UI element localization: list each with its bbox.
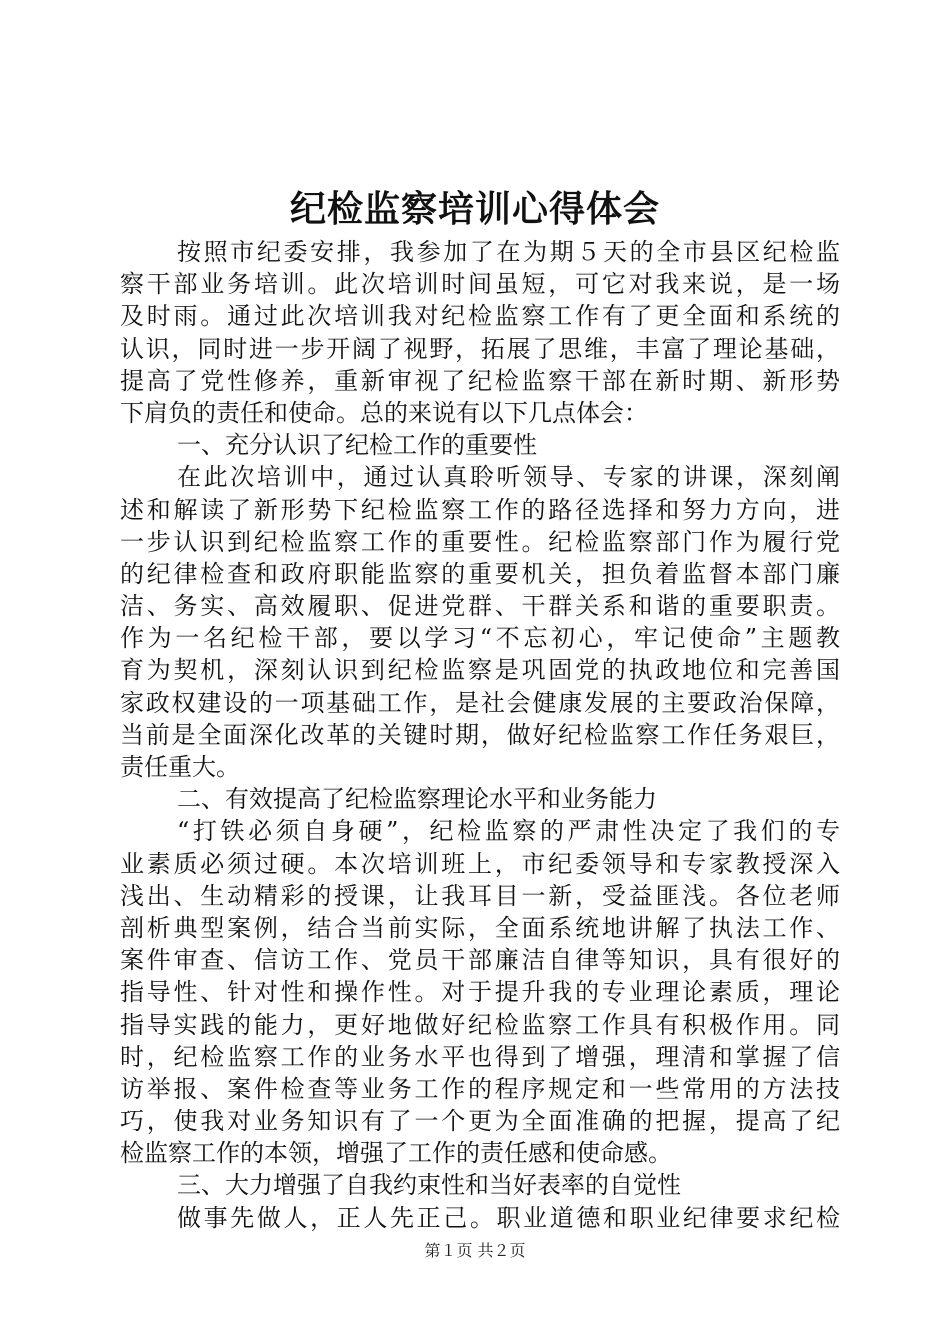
paragraph-line: 洁、务实、高效履职、促进党群、干群关系和谐的重要职责。 [120, 592, 840, 621]
paragraph-line: 时，纪检监察工作的业务水平也得到了增强，理清和掌握了信 [120, 1042, 840, 1071]
paragraph-line: 察干部业务培训。此次培训时间虽短，可它对我来说，是一场 [120, 270, 840, 299]
section-heading: 三、大力增强了自我约束性和当好表率的自觉性 [177, 1171, 681, 1200]
paragraph-line: 家政权建设的一项基础工作，是社会健康发展的主要政治保障， [120, 688, 840, 717]
paragraph-line: 检监察工作的本领，增强了工作的责任感和使命感。 [120, 1139, 672, 1168]
paragraph-line: 作为一名纪检干部，要以学习“不忘初心，牢记使命”主题教 [120, 624, 840, 653]
document-body [120, 236, 840, 1234]
paragraph-line: 述和解读了新形势下纪检监察工作的路径选择和努力方向，进 [120, 495, 840, 524]
paragraph-line: 浅出、生动精彩的授课，让我耳目一新，受益匪浅。各位老师 [120, 881, 840, 910]
paragraph-line: 责任重大。 [120, 753, 240, 781]
section-heading: 一、充分认识了纪检工作的重要性 [177, 431, 537, 460]
paragraph-line: 在此次培训中，通过认真聆听领导、专家的讲课，深刻阐 [177, 463, 840, 492]
paragraph-line: 业素质必须过硬。本次培训班上，市纪委领导和专家教授深入 [120, 849, 840, 878]
paragraph-line: 剖析典型案例，结合当前实际，全面系统地讲解了执法工作、 [120, 913, 840, 942]
paragraph-line: 一步认识到纪检监察工作的重要性。纪检监察部门作为履行党 [120, 527, 840, 556]
page-number: 第１页 共２页 [424, 1241, 526, 1260]
paragraph-line: “打铁必须自身硬”，纪检监察的严肃性决定了我们的专 [177, 817, 840, 846]
paragraph-line: 案件审查、信访工作、党员干部廉洁自律等知识，具有很好的 [120, 946, 840, 975]
paragraph-line: 按照市纪委安排，我参加了在为期５天的全市县区纪检监 [177, 238, 840, 266]
paragraph-line: 指导实践的能力，更好地做好纪检监察工作具有积极作用。同 [120, 1010, 840, 1039]
paragraph-line: 及时雨。通过此次培训我对纪检监察工作有了更全面和系统的 [120, 302, 840, 331]
paragraph-line: 巧，使我对业务知识有了一个更为全面准确的把握，提高了纪 [120, 1107, 840, 1136]
section-heading: 二、有效提高了纪检监察理论水平和业务能力 [177, 785, 657, 814]
paragraph-line: 指导性、针对性和操作性。对于提升我的专业理论素质，理论 [120, 978, 840, 1007]
paragraph-line: 下肩负的责任和使命。总的来说有以下几点体会： [120, 398, 648, 427]
paragraph-line: 访举报、案件检查等业务工作的程序规定和一些常用的方法技 [120, 1074, 840, 1103]
paragraph-line: 育为契机，深刻认识到纪检监察是巩固党的执政地位和完善国 [120, 656, 840, 685]
paragraph-line: 提高了党性修养，重新审视了纪检监察干部在新时期、新形势 [120, 366, 840, 395]
paragraph-line: 做事先做人，正人先正己。职业道德和职业纪律要求纪检 [177, 1203, 840, 1232]
paragraph-line: 的纪律检查和政府职能监察的重要机关，担负着监督本部门廉 [120, 559, 840, 588]
paragraph-line: 认识，同时进一步开阔了视野，拓展了思维，丰富了理论基础， [120, 334, 840, 363]
document-title: 纪检监察培训心得体会 [289, 188, 660, 230]
paragraph-line: 当前是全面深化改革的关键时期，做好纪检监察工作任务艰巨， [120, 720, 840, 749]
